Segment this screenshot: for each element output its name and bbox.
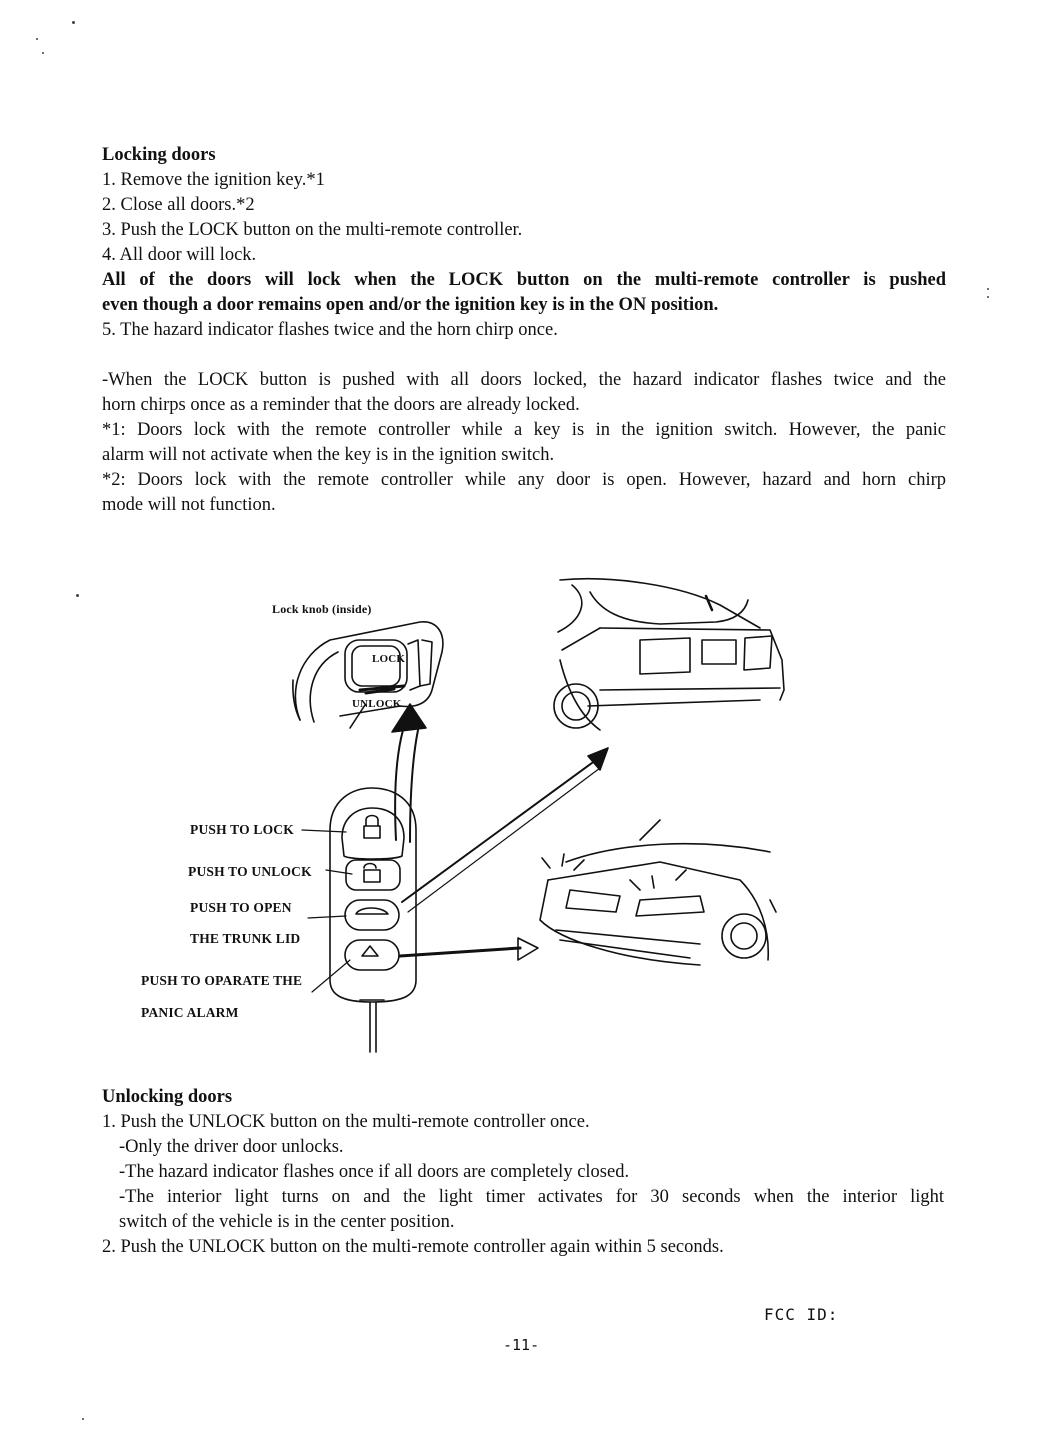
arrow-to-front-car — [400, 938, 538, 960]
scan-speck — [82, 1418, 84, 1420]
knob-unlock-label: UNLOCK — [352, 698, 402, 710]
key-fob-drawing — [330, 788, 416, 1052]
unlocking-heading: Unlocking doors — [102, 1087, 233, 1107]
arrow-remote-to-knob — [392, 704, 426, 842]
knob-lock-label: LOCK — [372, 653, 406, 665]
locking-note-line: horn chirps once as a reminder that the doors are already locked. — [102, 395, 580, 415]
unlocking-line: -The hazard indicator flashes once if all doors are completely closed. — [119, 1162, 630, 1182]
locking-note-line: *1: Doors lock with the remote controller while a key is in the ignition switch. However, the panic — [102, 420, 946, 440]
locking-step-5: 5. The hazard indicator flashes twice and the horn chirp once. — [102, 320, 558, 340]
panic-alarm-label: PANIC ALARM — [141, 1005, 239, 1020]
locking-note-line: -When the LOCK button is pushed with all doors locked, the hazard indicator flashes twice and the — [102, 370, 946, 390]
rear-car-drawing — [554, 579, 784, 730]
push-to-open-label: PUSH TO OPEN — [190, 900, 292, 915]
locking-warning-line-1: All of the doors will lock when the LOCK button on the multi-remote controller is pushed — [102, 270, 946, 290]
front-car-drawing — [540, 820, 776, 965]
scan-speck — [987, 296, 989, 298]
push-to-lock-label: PUSH TO LOCK — [190, 822, 294, 837]
push-to-operate-label: PUSH TO OPARATE THE — [141, 973, 303, 988]
scan-speck — [36, 38, 38, 40]
page-number: -11- — [503, 1336, 540, 1354]
remote-illustration — [0, 560, 1048, 1070]
unlocking-line: switch of the vehicle is in the center position. — [119, 1212, 455, 1232]
door-lock-knob-drawing — [293, 622, 443, 728]
locking-step-4: 4. All door will lock. — [102, 245, 257, 265]
arrow-to-rear-car — [402, 748, 608, 912]
locking-note-line: mode will not function. — [102, 495, 276, 515]
locking-note-line: *2: Doors lock with the remote controller while any door is open. However, hazard and horn chirp — [102, 470, 946, 490]
scan-speck — [987, 288, 989, 290]
lock-knob-caption: Lock knob (inside) — [272, 602, 372, 616]
unlocking-line: 1. Push the UNLOCK button on the multi-remote controller once. — [102, 1112, 590, 1132]
unlocking-line: 2. Push the UNLOCK button on the multi-remote controller again within 5 seconds. — [102, 1237, 724, 1257]
scan-speck — [42, 52, 44, 54]
unlocking-line: -Only the driver door unlocks. — [119, 1137, 344, 1157]
locking-step-1: 1. Remove the ignition key.*1 — [102, 170, 325, 190]
unlocking-line: -The interior light turns on and the light timer activates for 30 seconds when the interior light — [119, 1187, 944, 1207]
fcc-id-label: FCC ID: — [764, 1305, 839, 1324]
trunk-lid-label: THE TRUNK LID — [190, 931, 301, 946]
locking-step-2: 2. Close all doors.*2 — [102, 195, 255, 215]
locking-heading: Locking doors — [102, 145, 216, 165]
push-to-unlock-label: PUSH TO UNLOCK — [188, 864, 312, 879]
locking-step-3: 3. Push the LOCK button on the multi-remote controller. — [102, 220, 523, 240]
locking-note-line: alarm will not activate when the key is in the ignition switch. — [102, 445, 555, 465]
scan-speck — [72, 21, 75, 24]
locking-warning-line-2: even though a door remains open and/or the ignition key is in the ON position. — [102, 295, 719, 315]
